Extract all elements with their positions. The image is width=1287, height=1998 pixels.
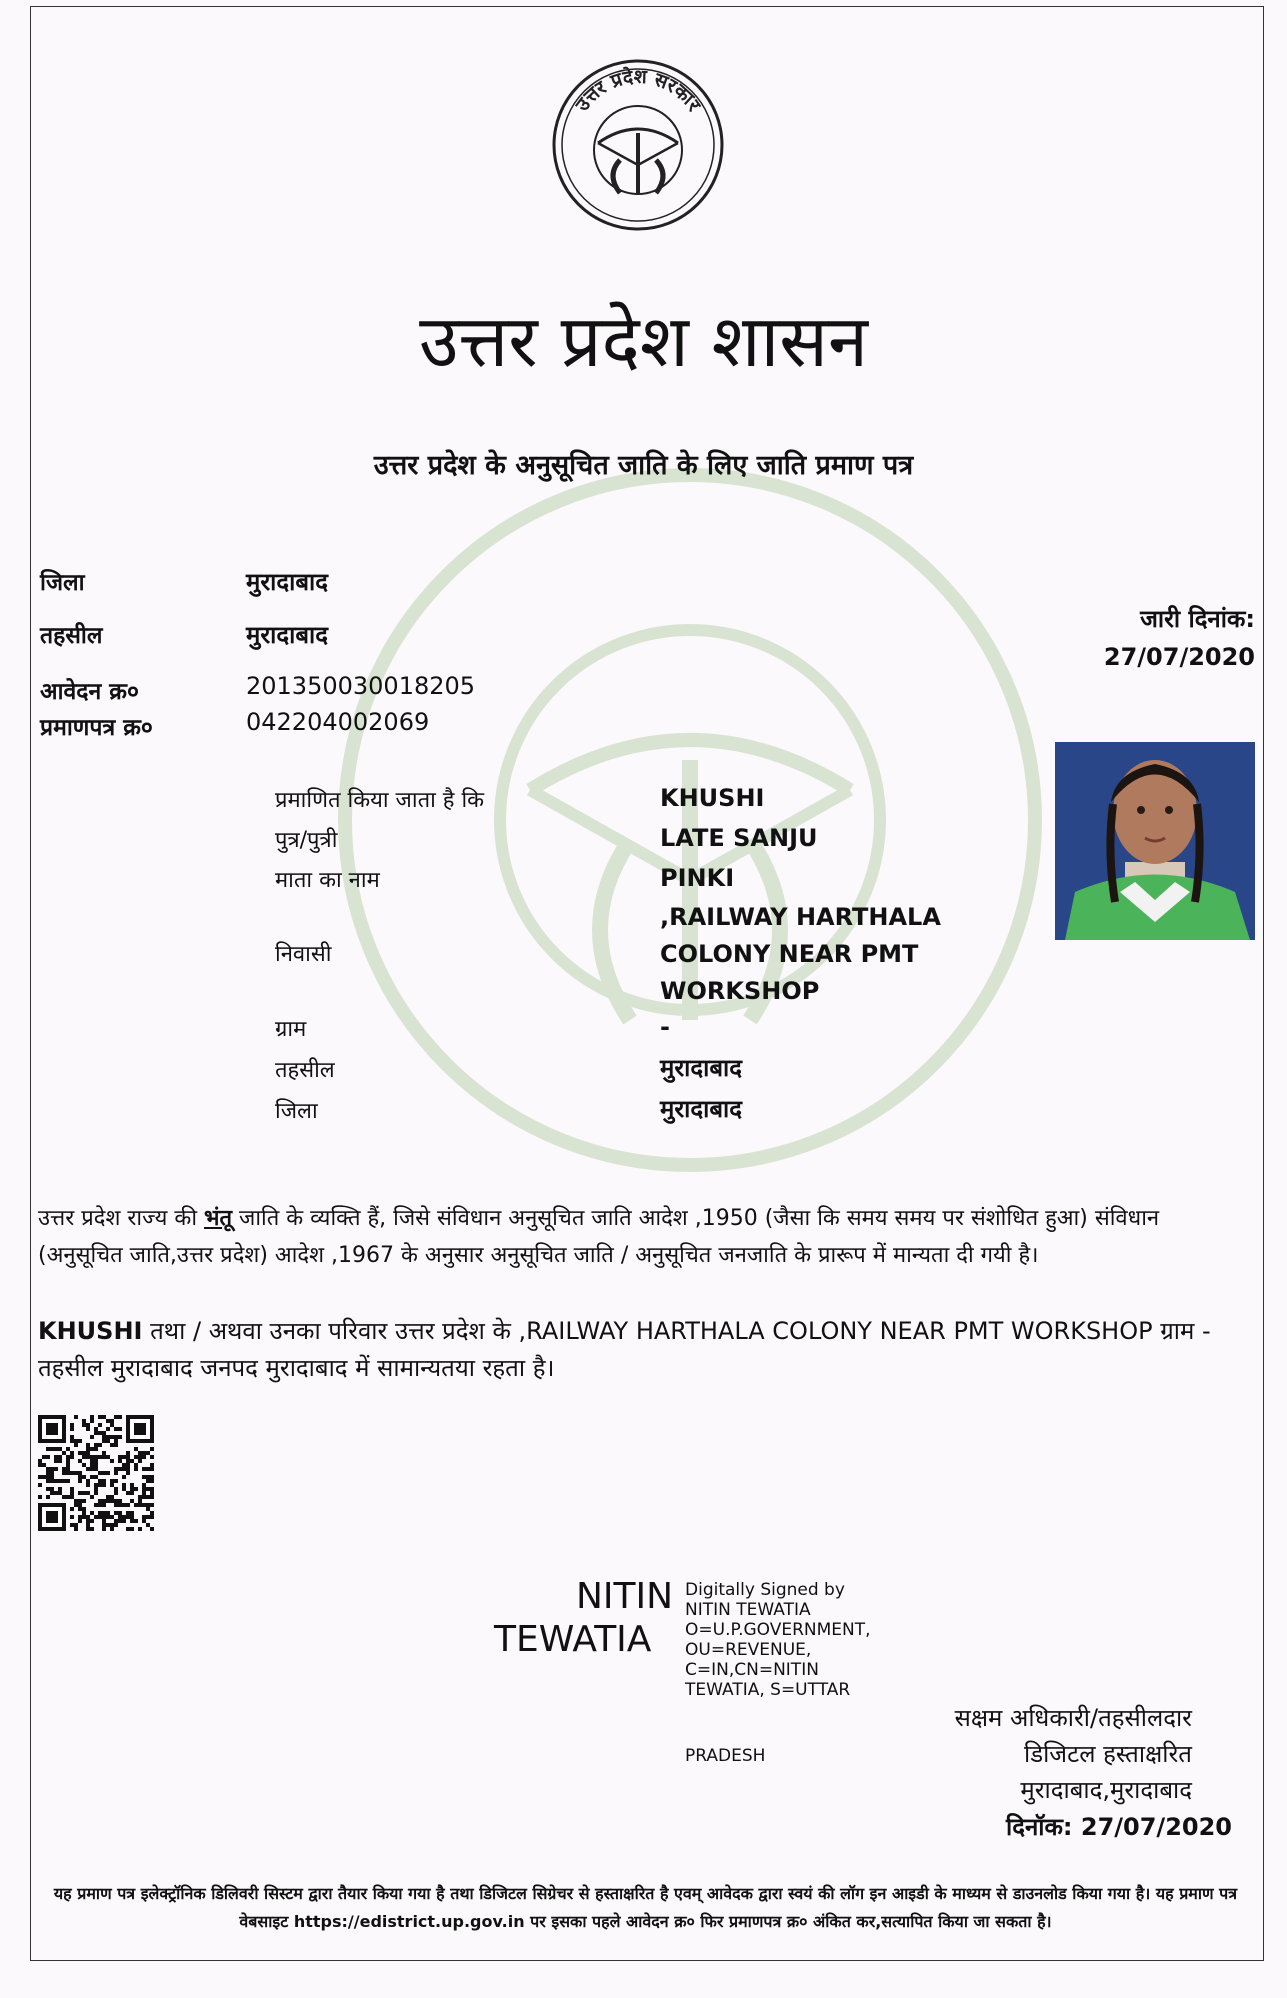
address-line: ,RAILWAY HARTHALA (660, 903, 941, 931)
up-government-emblem (548, 55, 728, 235)
signer-last-name: TEWATIA (494, 1619, 652, 1660)
officer-designation: सक्षम अधिकारी/तहसीलदार (954, 1704, 1192, 1732)
district-value: मुरादाबाद (246, 568, 329, 596)
signature-detail-line: PRADESH (685, 1746, 766, 1766)
resident-address (660, 899, 941, 1010)
signature-detail-line: OU=REVENUE, (685, 1640, 812, 1660)
mother-name-value: PINKI (660, 864, 735, 892)
issue-date-block (1104, 600, 1255, 676)
paragraph-text: जाति के व्यक्ति हैं, जिसे संविधान अनुसूचित जाति आदेश ,1950 (जैसा कि समय समय पर संशोधित हुआ) संविधान (अनुसूचित जाति,उत्तर प्रदेश) आदेश ,1967 के अनुसार अनुसूचित जाति / अनुसूचित जनजाति के प्रारूप में मान्यता दी गयी है। (38, 1206, 1160, 1268)
paragraph-text: तथा / अथवा उनका परिवार उत्तर प्रदेश के ,RAILWAY HARTHALA COLONY NEAR PMT WORKSHOP ग्राम - तहसील मुरादाबाद जनपद मुरादाबाद में सामान्यतया रहता है। (38, 1317, 1211, 1382)
village-label: ग्राम (275, 1017, 307, 1042)
digitally-signed-text: डिजिटल हस्ताक्षरित (1024, 1740, 1192, 1768)
svg-text:उत्तर प्रदेश सरकार (571, 65, 706, 116)
signature-detail-line: O=U.P.GOVERNMENT, (685, 1620, 871, 1640)
resident-label: निवासी (275, 942, 332, 967)
tehsil-value: मुरादाबाद (246, 621, 329, 649)
paragraph-text: उत्तर प्रदेश राज्य की (38, 1206, 205, 1231)
page-title: उत्तर प्रदेश शासन (419, 299, 868, 383)
caste-name: भंतू (204, 1206, 233, 1231)
district-label: जिला (40, 570, 85, 596)
address-line: WORKSHOP (660, 977, 820, 1005)
tehsil-label: तहसील (40, 623, 103, 649)
officer-block (955, 1700, 1192, 1808)
address-line: COLONY NEAR PMT (660, 940, 919, 968)
person-district-label: जिला (275, 1099, 318, 1124)
signer-first-name: NITIN (576, 1576, 674, 1617)
qr-code (38, 1415, 154, 1531)
applicant-name-bold: KHUSHI (38, 1317, 143, 1345)
issue-date-value: 27/07/2020 (1103, 643, 1255, 671)
certified-label: प्रमाणित किया जाता है कि (275, 788, 485, 813)
certificate-subtitle: उत्तर प्रदेश के अनुसूचित जाति के लिए जाति प्रमाण पत्र (373, 450, 914, 481)
person-district-value: मुरादाबाद (660, 1095, 743, 1123)
signature-detail-line: Digitally Signed by (685, 1580, 845, 1600)
caste-declaration-paragraph (38, 1200, 1248, 1274)
parent-value: LATE SANJU (660, 824, 818, 852)
footer-note: यह प्रमाण पत्र इलेक्ट्रॉनिक डिलिवरी सिस्टम द्वारा तैयार किया गया है तथा डिजिटल सिग्रेचर से हस्ताक्षरित है एवम् आवेदक द्वारा स्वयं की लॉग इन आइडी के माध्यम से डाउनलोड किया गया है। यह प्रमाण पत्र वेबसाइट https://edistrict.up.gov.in पर इसका पहले आवेदन क्र० फिर प्रमाणपत्र क्र० अंकित कर,सत्यापित किया जा सकता है। (53, 1884, 1238, 1931)
issue-date-label: जारी दिनांक: (1140, 605, 1255, 633)
application-number-value: 201350030018205 (246, 672, 476, 700)
certificate-number-value: 042204002069 (246, 708, 430, 736)
name-value: KHUSHI (660, 784, 765, 812)
village-value: - (660, 1013, 670, 1041)
person-tehsil-label: तहसील (275, 1058, 335, 1083)
signature-detail-line: C=IN,CN=NITIN (685, 1660, 819, 1680)
digital-signature-details (685, 1580, 871, 1700)
residence-paragraph (38, 1313, 1248, 1387)
signature-detail-line: TEWATIA, S=UTTAR (685, 1680, 851, 1700)
mother-name-label: माता का नाम (275, 868, 380, 893)
officer-sign-date: दिनॉक: 27/07/2020 (1005, 1813, 1232, 1841)
certificate-number-label: प्रमाणपत्र क्र० (40, 715, 153, 741)
signature-detail-line: NITIN TEWATIA (685, 1600, 811, 1620)
application-number-label: आवेदन क्र० (40, 679, 139, 705)
emblem-text: उत्तर प्रदेश सरकार (571, 65, 705, 116)
applicant-photo (1055, 742, 1255, 940)
person-tehsil-value: मुरादाबाद (660, 1054, 743, 1082)
parent-label: पुत्र/पुत्री (275, 828, 338, 853)
officer-location: मुरादाबाद,मुरादाबाद (1020, 1776, 1192, 1804)
